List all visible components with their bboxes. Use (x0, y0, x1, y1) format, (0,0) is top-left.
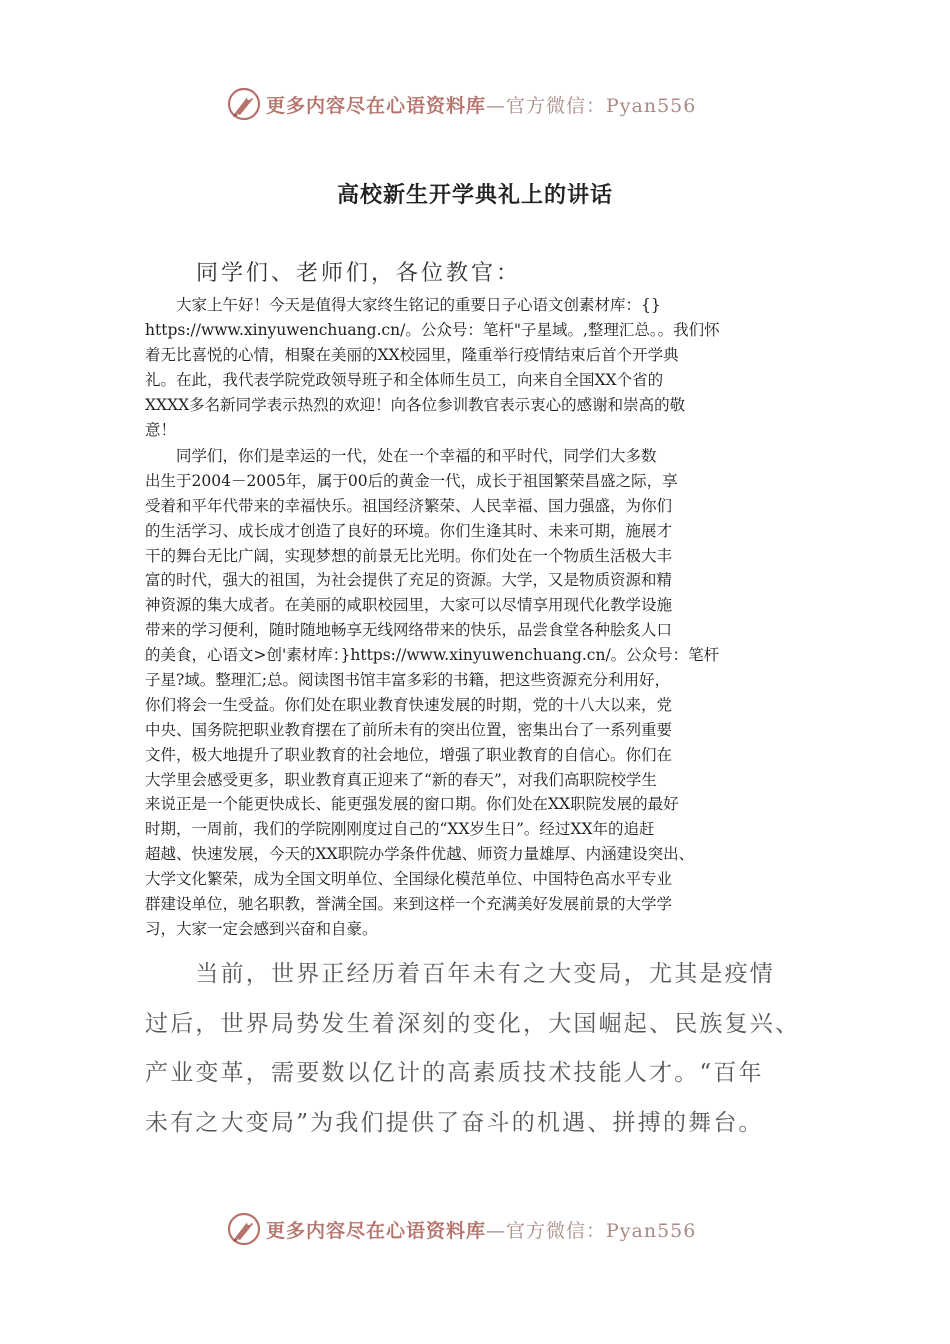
paragraph-2 (145, 444, 825, 942)
paragraph-line: 干的舞台无比广阔，实现梦想的前景无比光明。你们处在一个物质生活极大丰 (145, 546, 673, 565)
paragraph-line: 子星?域。整理汇;总。阅读图书馆丰富多彩的书籍，把这些资源充分利用好， (145, 671, 671, 690)
paragraph-line: 出生于2004－2005年，属于00后的黄金一代，成长于祖国繁荣昌盛之际，享 (145, 471, 678, 490)
paragraph-line: 大学里会感受更多，职业教育真正迎来了“新的春天”，对我们高职院校学生 (145, 770, 657, 789)
paragraph-line: 中央、国务院把职业教育摆在了前所未有的突出位置，密集出台了一系列重要 (145, 720, 673, 739)
paragraph-line: https://www.xinyuwenchuang.cn/。公众号：笔杆"子星域。,整理汇总。。我们怀 (145, 321, 720, 339)
paragraph-line: 礼。在此，我代表学院党政领导班子和全体师生员工，向来自全国XX个省的 (145, 371, 664, 389)
paragraph-line: XXXX多名新同学表示热烈的欢迎！向各位参训教官表示衷心的感谢和崇高的敬 (145, 396, 686, 414)
footer-banner (226, 1209, 696, 1249)
paragraph-line: 大家上午好！今天是值得大家终生铭记的重要日子心语文创素材库：{} (145, 296, 661, 314)
salutation: 同学们、老师们，各位教官： (196, 261, 522, 286)
paragraph-line: 同学们，你们是幸运的一代，处在一个幸福的和平时代，同学们大多数 (145, 447, 657, 465)
banner-brand-text: 更多内容尽在心语资料库 (266, 1219, 487, 1242)
paragraph-line: 时期，一周前，我们的学院刚刚度过自己的“XX岁生日”。经过XX年的追赶 (145, 820, 655, 839)
paragraph-line: 大学文化繁荣，成为全国文明单位、全国绿化模范单位、中国特色高水平专业 (145, 870, 673, 889)
paragraph-line: 受着和平年代带来的幸福快乐。祖国经济繁荣、人民幸福、国力强盛，为你们 (145, 496, 673, 515)
paragraph-line: 的生活学习、成长成才创造了良好的环境。你们生逢其时、未来可期，施展才 (145, 521, 673, 540)
paragraph-1 (145, 293, 825, 443)
document-title: 高校新生开学典礼上的讲话 (336, 182, 613, 208)
banner-wechat-text: —官方微信：Pyan556 (486, 1219, 697, 1242)
paragraph-line: 习，大家一定会感到兴奋和自豪。 (145, 919, 378, 938)
paragraph-line: 超越、快速发展，今天的XX职院办学条件优越、师资力量雄厚、内涵建设突出、 (145, 845, 695, 864)
paragraph-line: 产业变革，需要数以亿计的高素质技术技能人才。“百年 (145, 1060, 764, 1086)
pen-nib-logo-icon (226, 1211, 262, 1247)
paragraph-line: 文件，极大地提升了职业教育的社会地位，增强了职业教育的自信心。你们在 (145, 745, 673, 764)
paragraph-line: 过后，世界局势发生着深刻的变化，大国崛起、民族复兴、 (145, 1010, 801, 1037)
paragraph-line: 着无比喜悦的心情，相聚在美丽的XX校园里，隆重举行疫情结束后首个开学典 (145, 346, 679, 364)
paragraph-line: 带来的学习便利，随时随地畅享无线网络带来的快乐，品尝食堂各种脍炙人口 (145, 621, 673, 640)
paragraph-line: 未有之大变局”为我们提供了奋斗的机遇、拼搏的舞台。 (145, 1109, 764, 1136)
paragraph-line: 来说正是一个能更快成长、能更强发展的窗口期。你们处在XX职院发展的最好 (145, 795, 679, 814)
paragraph-3 (145, 950, 825, 1148)
banner-brand-text: 更多内容尽在心语资料库 (266, 94, 487, 117)
paragraph-line: 你们将会一生受益。你们处在职业教育快速发展的时期，党的十八大以来，党 (145, 695, 673, 714)
paragraph-line: 意！ (145, 421, 177, 439)
paragraph-line: 当前，世界正经历着百年未有之大变局，尤其是疫情 (145, 961, 775, 987)
pen-nib-logo-icon (226, 86, 262, 122)
banner-wechat-text: —官方微信：Pyan556 (486, 94, 697, 117)
paragraph-line: 群建设单位，驰名职教，誉满全国。来到这样一个充满美好发展前景的大学学 (145, 895, 673, 914)
header-banner (226, 84, 696, 124)
paragraph-line: 神资源的集大成者。在美丽的咸职校园里，大家可以尽情享用现代化教学设施 (145, 596, 673, 615)
paragraph-line: 富的时代，强大的祖国，为社会提供了充足的资源。大学，又是物质资源和精 (145, 571, 673, 590)
paragraph-line: 的美食，心语文>创'素材库：}https://www.xinyuwenchuang.cn/。公众号：笔杆 (145, 646, 720, 665)
